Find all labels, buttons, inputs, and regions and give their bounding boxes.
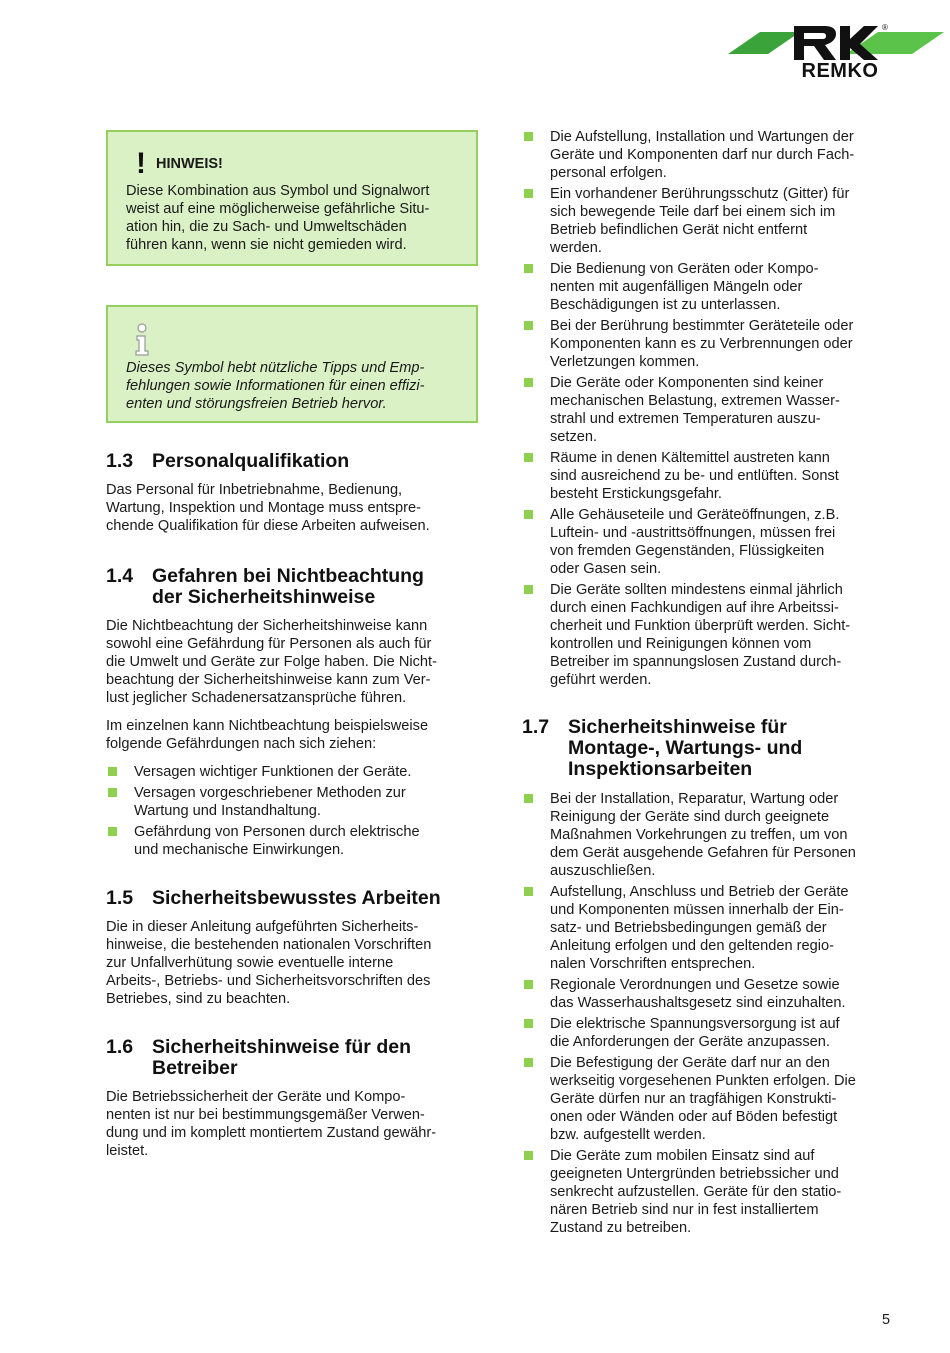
bullet-square-icon xyxy=(524,887,533,896)
text-line: oder Gasen sein. xyxy=(550,561,662,577)
list-item xyxy=(106,763,478,781)
paragraph xyxy=(106,918,478,1008)
text-line: satz- und Betriebsbedingungen gemäß der xyxy=(550,920,827,936)
text-line: werkseitig vorgesehenen Punkten erfolgen. Die xyxy=(550,1073,856,1089)
bullet-square-icon xyxy=(524,264,533,273)
text-line: Bei der Installation, Reparatur, Wartung oder xyxy=(550,791,839,807)
section-1-5 xyxy=(106,888,478,1008)
section-title xyxy=(152,566,424,608)
notice-line: führen kann, wenn sie nicht gemieden wird. xyxy=(126,237,407,253)
section-1-6 xyxy=(106,1037,478,1160)
text-line: Räume in denen Kältemittel austreten kann xyxy=(550,450,830,466)
title-line: Sicherheitshinweise für den xyxy=(152,1036,411,1058)
text-line: onen oder Wänden oder auf Böden befestigt xyxy=(550,1109,838,1125)
list-item xyxy=(522,883,894,973)
info-icon xyxy=(132,323,152,357)
bullet-square-icon xyxy=(524,1058,533,1067)
text-line: Versagen wichtiger Funktionen der Geräte. xyxy=(134,764,412,780)
text-line: Die Betriebssicherheit der Geräte und Kompo- xyxy=(106,1089,406,1105)
paragraph xyxy=(106,481,478,535)
title-line: Sicherheitshinweise für xyxy=(568,716,787,738)
text-line: nalen Vorschriften entsprechen. xyxy=(550,956,756,972)
section-1-4 xyxy=(106,566,478,862)
section-number: 1.5 xyxy=(106,887,134,909)
text-line: mechanischen Belastung, extremen Wasser- xyxy=(550,393,840,409)
title-line: Gefahren bei Nichtbeachtung xyxy=(152,565,424,587)
text-line: Komponenten kann es zu Verbrennungen oder xyxy=(550,336,853,352)
text-line: personal erfolgen. xyxy=(550,165,667,181)
section-heading xyxy=(106,1037,478,1079)
exclamation-icon: ! xyxy=(136,147,146,180)
text-line: Die in dieser Anleitung aufgeführten Sicherheits- xyxy=(106,919,419,935)
list-item xyxy=(522,506,894,578)
text-line: geeigneten Untergründen betriebssicher und xyxy=(550,1166,839,1182)
text-line: Betreiber im spannungslosen Zustand durch- xyxy=(550,654,842,670)
bullet-square-icon xyxy=(524,189,533,198)
svg-text:®: ® xyxy=(882,23,888,32)
section-number: 1.4 xyxy=(106,565,134,587)
text-line: und Komponenten müssen innerhalb der Ein- xyxy=(550,902,844,918)
text-line: durch einen Fachkundigen auf ihre Arbeitssi- xyxy=(550,600,839,616)
list-item xyxy=(106,784,478,820)
info-line: enten und störungsfreien Betrieb hervor. xyxy=(126,396,387,412)
section-title xyxy=(568,717,802,780)
text-line: kontrollen und Reinigungen können vom xyxy=(550,636,812,652)
bullet-square-icon xyxy=(108,788,117,797)
text-line: Die Bedienung von Geräten oder Kompo- xyxy=(550,261,819,277)
text-line: Versagen vorgeschriebener Methoden zur xyxy=(134,785,406,801)
list-item xyxy=(106,823,478,859)
text-line: Aufstellung, Anschluss und Betrieb der Geräte xyxy=(550,884,849,900)
page-number: 5 xyxy=(882,1312,891,1328)
text-line: Die Geräte oder Komponenten sind keiner xyxy=(550,375,824,391)
text-line: nenten ist nur bei bestimmungsgemäßer Verwen- xyxy=(106,1107,425,1123)
bullet-square-icon xyxy=(524,132,533,141)
text-line: Im einzelnen kann Nichtbeachtung beispielsweise xyxy=(106,718,429,734)
text-line: folgende Gefährdungen nach sich ziehen: xyxy=(106,736,377,752)
text-line: leistet. xyxy=(106,1143,149,1159)
notice-text xyxy=(126,182,471,254)
list-item xyxy=(522,449,894,503)
text-line: werden. xyxy=(550,240,602,256)
text-line: senkrecht aufzustellen. Geräte für den statio- xyxy=(550,1184,842,1200)
text-line: Anleitung erfolgen und den geltenden regio- xyxy=(550,938,834,954)
info-text xyxy=(126,359,471,413)
bullet-square-icon xyxy=(108,827,117,836)
text-line: Reinigung der Geräte sind durch geeignete xyxy=(550,809,830,825)
operator-bullet-list xyxy=(522,128,894,692)
bullet-square-icon xyxy=(524,378,533,387)
text-line: Die Befestigung der Geräte darf nur an den xyxy=(550,1055,830,1071)
text-line: chende Qualifikation für diese Arbeiten aufweisen. xyxy=(106,518,430,534)
paragraph xyxy=(106,717,478,753)
notice-heading xyxy=(136,147,223,180)
text-line: Betrieb befindlichen Gerät nicht entfernt xyxy=(550,222,808,238)
title-line: Sicherheitsbewusstes Arbeiten xyxy=(152,887,441,909)
bullet-square-icon xyxy=(524,585,533,594)
info-line: fehlungen sowie Informationen für einen effizi- xyxy=(126,378,425,394)
text-line: Die Nichtbeachtung der Sicherheitshinweise kann xyxy=(106,618,428,634)
text-line: Geräte und Komponenten darf nur durch Fach- xyxy=(550,147,855,163)
bullet-list xyxy=(522,790,894,1237)
text-line: setzen. xyxy=(550,429,598,445)
title-line: Betreiber xyxy=(152,1057,238,1079)
info-box xyxy=(106,305,478,423)
section-title xyxy=(152,451,349,472)
list-item xyxy=(522,185,894,257)
bullet-square-icon xyxy=(524,794,533,803)
text-line: Geräte dürfen nur an tragfähigen Konstrukti- xyxy=(550,1091,837,1107)
text-line: Die Geräte zum mobilen Einsatz sind auf xyxy=(550,1148,815,1164)
section-number: 1.7 xyxy=(522,716,550,738)
text-line: Zustand zu betreiben. xyxy=(550,1220,692,1236)
text-line: von fremden Gegenständen, Flüssigkeiten xyxy=(550,543,825,559)
bullet-square-icon xyxy=(524,1019,533,1028)
text-line: auszuschließen. xyxy=(550,863,656,879)
text-line: Bei der Berührung bestimmter Geräteteile oder xyxy=(550,318,854,334)
paragraph xyxy=(106,617,478,707)
section-heading xyxy=(106,451,478,472)
section-title xyxy=(152,888,441,909)
bullet-square-icon xyxy=(524,321,533,330)
list-item xyxy=(522,1147,894,1237)
text-line: Regionale Verordnungen und Gesetze sowie xyxy=(550,977,840,993)
text-line: nären Betrieb sind nur in fest installiertem xyxy=(550,1202,819,1218)
paragraph xyxy=(106,1088,478,1160)
text-line: dung und im komplett montiertem Zustand gewähr- xyxy=(106,1125,437,1141)
text-line: sich bewegende Teile darf bei einem sich im xyxy=(550,204,836,220)
text-line: Maßnahmen Vorkehrungen zu treffen, um von xyxy=(550,827,848,843)
list-item xyxy=(522,128,894,182)
title-line: Inspektionsarbeiten xyxy=(568,758,753,780)
text-line: die Anforderungen der Geräte anzupassen. xyxy=(550,1034,830,1050)
text-line: Beschädigungen ist zu unterlassen. xyxy=(550,297,781,313)
text-line: strahl und extremen Temperaturen auszu- xyxy=(550,411,821,427)
title-line: der Sicherheitshinweise xyxy=(152,586,376,608)
notice-line: weist auf eine möglicherweise gefährliche Situ- xyxy=(126,201,430,217)
notice-line: ation hin, die zu Sach- und Umweltschäden xyxy=(126,219,407,235)
list-item xyxy=(522,1054,894,1144)
section-number: 1.3 xyxy=(106,450,134,472)
text-line: Gefährdung von Personen durch elektrische xyxy=(134,824,420,840)
notice-signal-word: HINWEIS! xyxy=(156,156,223,172)
text-line: die Umwelt und Geräte zur Folge haben. Die Nicht- xyxy=(106,654,437,670)
bullet-square-icon xyxy=(524,453,533,462)
text-line: Betriebes, sind zu beachten. xyxy=(106,991,291,1007)
bullet-square-icon xyxy=(524,980,533,989)
text-line: nenten mit augenfälligen Mängeln oder xyxy=(550,279,803,295)
text-line: beachtung der Sicherheitshinweise kann zum Ver- xyxy=(106,672,431,688)
text-line: sowohl eine Gefährdung für Personen als auch für xyxy=(106,636,432,652)
bullet-square-icon xyxy=(524,510,533,519)
text-line: Alle Gehäuseteile und Geräteöffnungen, z.B. xyxy=(550,507,840,523)
bullet-square-icon xyxy=(108,767,117,776)
list-item xyxy=(522,1015,894,1051)
section-heading xyxy=(106,888,478,909)
text-line: Die Aufstellung, Installation und Wartungen der xyxy=(550,129,854,145)
text-line: Ein vorhandener Berührungsschutz (Gitter) für xyxy=(550,186,850,202)
text-line: cherheit und Funktion überprüft werden. Sicht- xyxy=(550,618,851,634)
notice-line: Diese Kombination aus Symbol und Signalwort xyxy=(126,183,430,199)
text-line: und mechanische Einwirkungen. xyxy=(134,842,345,858)
text-line: Wartung, Inspektion und Montage muss entspre- xyxy=(106,500,422,516)
bullet-list xyxy=(106,763,478,859)
bullet-square-icon xyxy=(524,1151,533,1160)
list-item xyxy=(522,581,894,689)
info-line: Dieses Symbol hebt nützliche Tipps und Emp- xyxy=(126,360,425,376)
text-line: Die Geräte sollten mindestens einmal jährlich xyxy=(550,582,843,598)
section-title xyxy=(152,1037,411,1079)
list-item xyxy=(522,374,894,446)
text-line: Wartung und Instandhaltung. xyxy=(134,803,321,819)
text-line: hinweise, die bestehenden nationalen Vorschriften xyxy=(106,937,432,953)
text-line: Das Personal für Inbetriebnahme, Bedienung, xyxy=(106,482,403,498)
text-line: Verletzungen kommen. xyxy=(550,354,700,370)
section-1-3 xyxy=(106,451,478,535)
list-item xyxy=(522,790,894,880)
text-line: besteht Erstickungsgefahr. xyxy=(550,486,722,502)
text-line: dem Gerät ausgehende Gefahren für Personen xyxy=(550,845,856,861)
brand-name: REMKO xyxy=(801,60,879,82)
text-line: zur Unfallverhütung sowie eventuelle interne xyxy=(106,955,394,971)
section-heading xyxy=(106,566,478,608)
text-line: lust jeglicher Schadenersatzansprüche führen. xyxy=(106,690,407,706)
list-item xyxy=(522,317,894,371)
notice-box xyxy=(106,130,478,266)
list-item xyxy=(522,976,894,1012)
text-line: bzw. aufgestellt werden. xyxy=(550,1127,706,1143)
section-number: 1.6 xyxy=(106,1036,134,1058)
text-line: Arbeits-, Betriebs- und Sicherheitsvorschriften des xyxy=(106,973,431,989)
text-line: Luftein- und -austrittsöffnungen, müssen frei xyxy=(550,525,836,541)
section-heading xyxy=(522,717,894,780)
text-line: Die elektrische Spannungsversorgung ist auf xyxy=(550,1016,840,1032)
text-line: sind ausreichend zu be- und entlüften. Sonst xyxy=(550,468,839,484)
section-1-7 xyxy=(522,717,894,1240)
list-item xyxy=(522,260,894,314)
text-line: das Wasserhaushaltsgesetz sind einzuhalten. xyxy=(550,995,846,1011)
title-line: Montage-, Wartungs- und xyxy=(568,737,803,759)
title-line: Personalqualifikation xyxy=(152,450,350,472)
text-line: geführt werden. xyxy=(550,672,652,688)
